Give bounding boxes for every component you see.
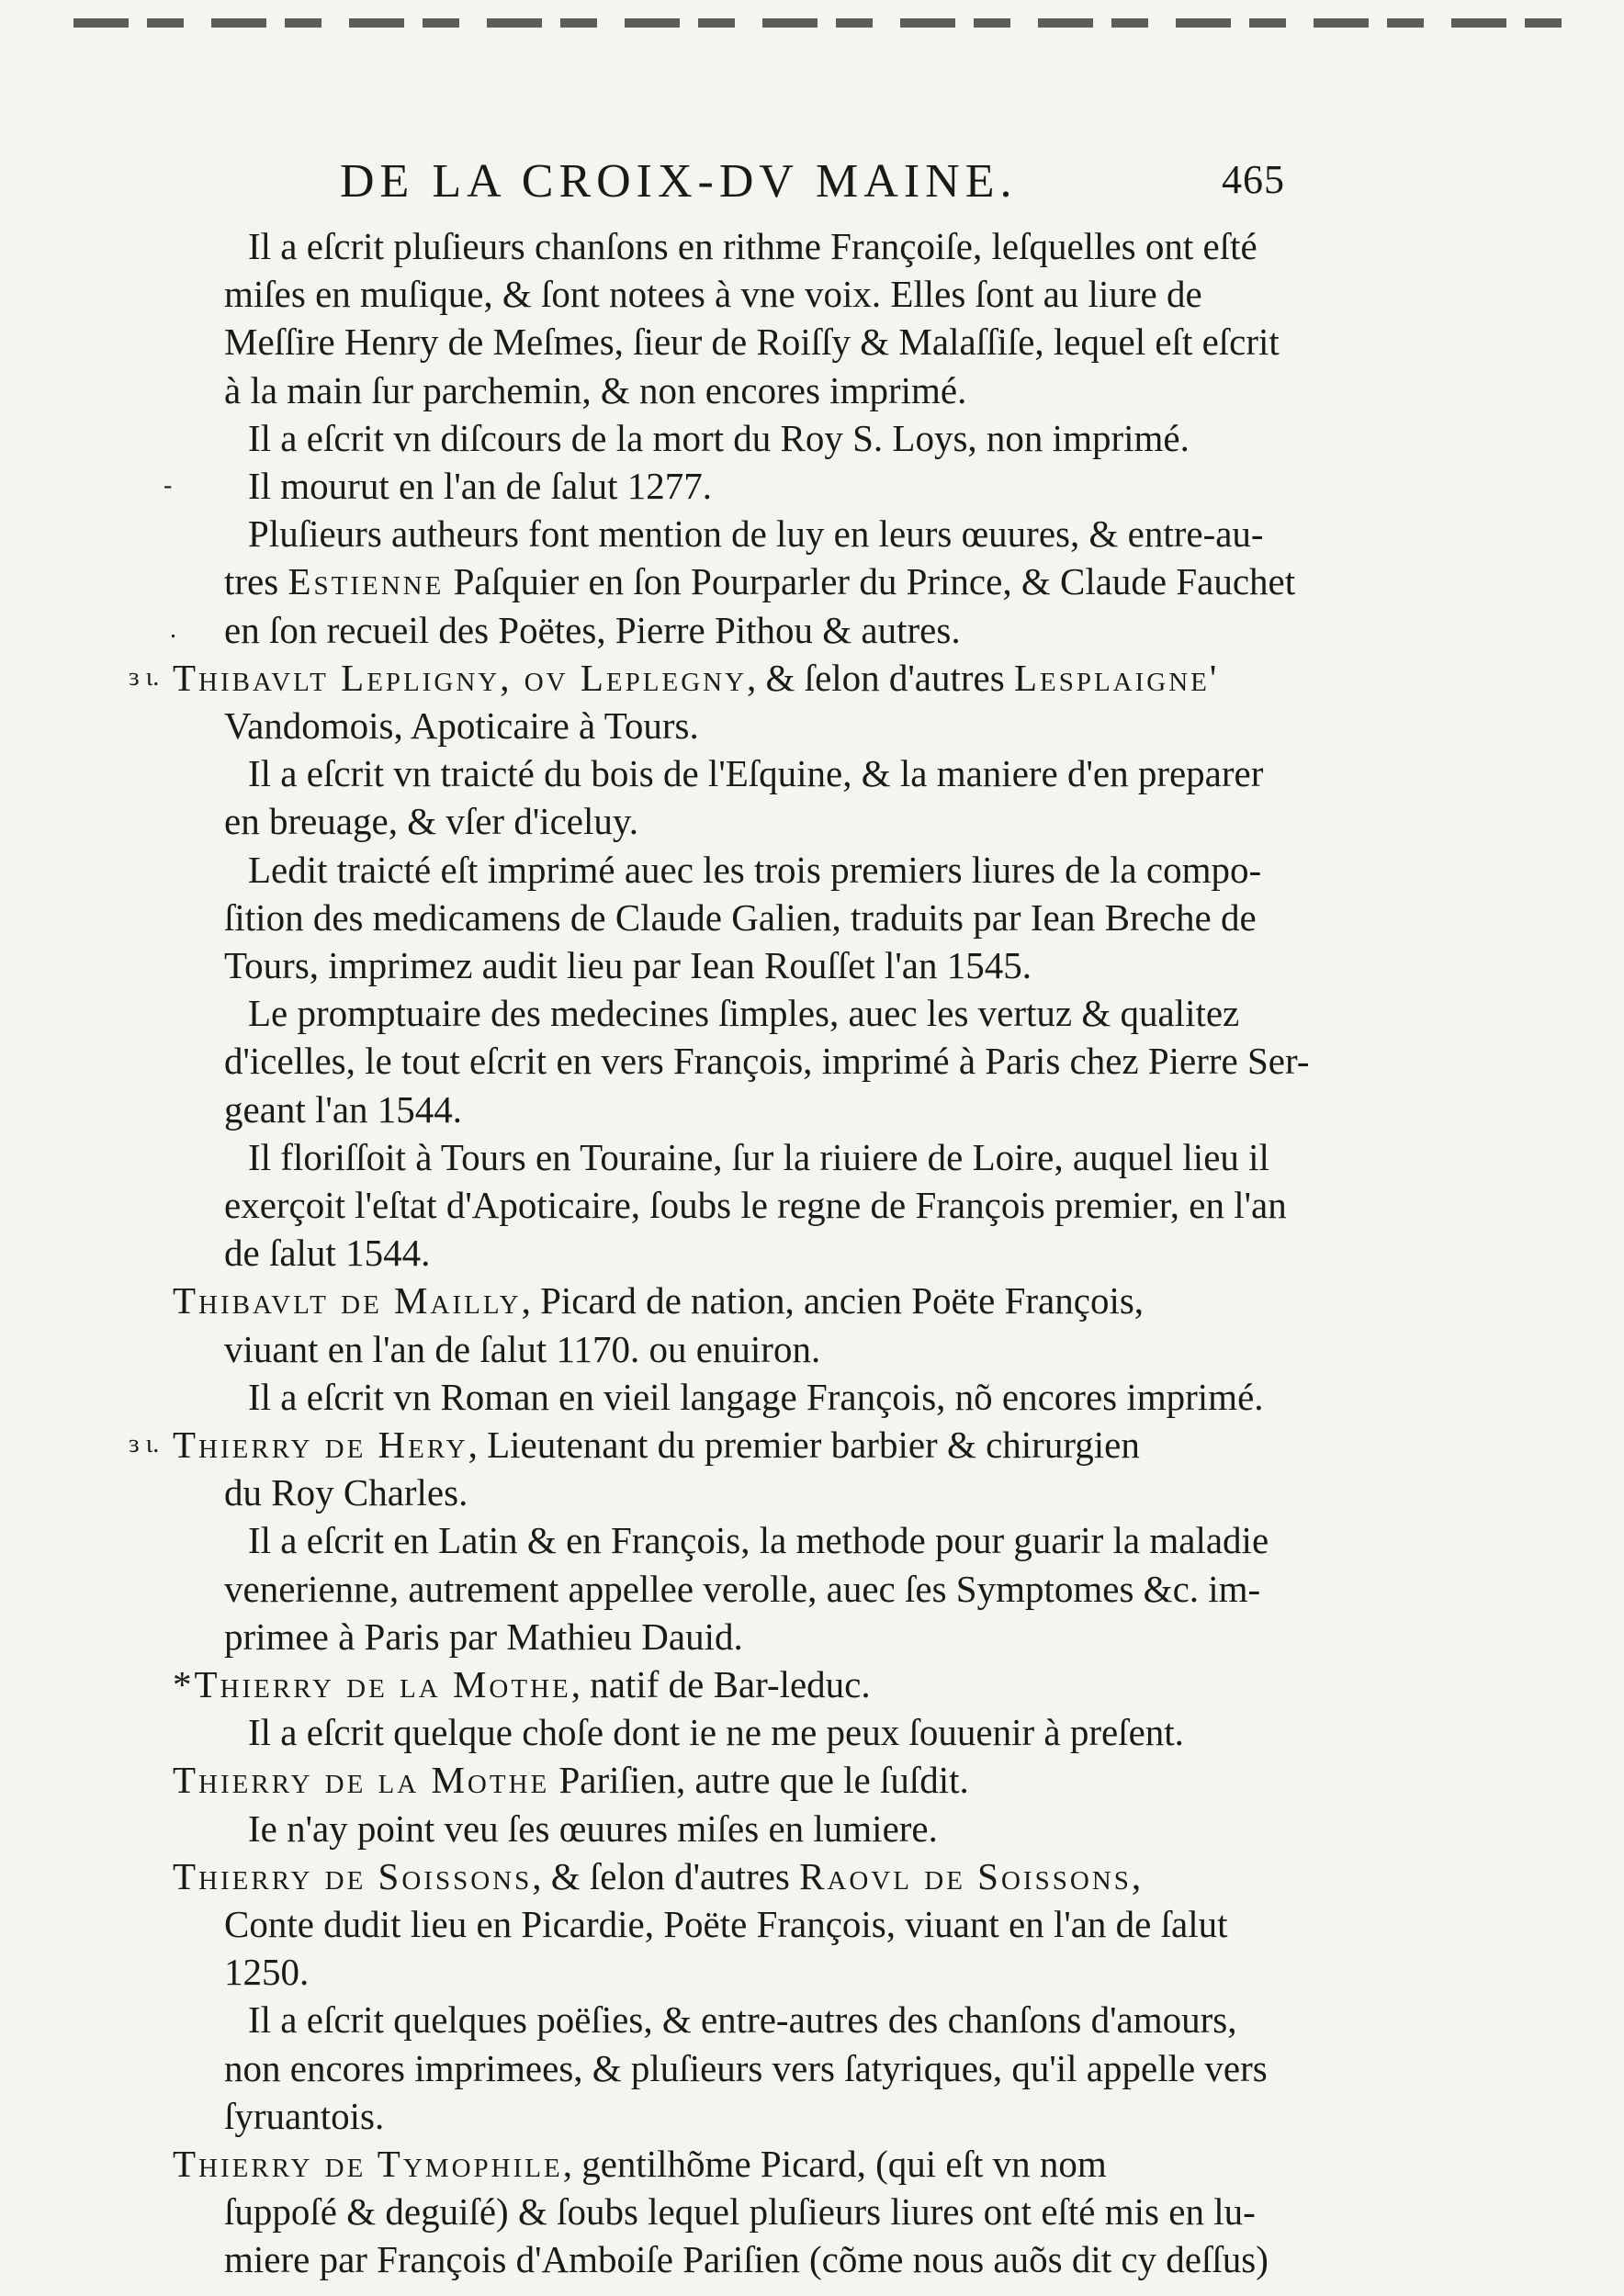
text-span: Conte dudit lieu en Picardie, Poëte François, viuant en l'an de ſalut [224,1903,1228,1945]
text-line [224,703,699,748]
text-span: Tours, imprimez audit lieu par Iean Rouſſet l'an 1545. [224,944,1032,986]
text-line [248,1135,1269,1179]
text-span: Vandomois, Apoticaire à Tours. [224,704,699,747]
text-line [224,1231,430,1275]
text-line [224,799,638,843]
text-line [248,1518,1269,1562]
text-span: Il floriſſoit à Tours en Touraine, ſur la riuiere de Loire, auquel lieu il [248,1135,1269,1178]
text-span: miſes en muſique, & ſont notees à vne voix. Elles ſont au liure de [224,273,1202,316]
text-span: Il mourut en l'an de ſalut 1277. [248,465,712,507]
text-line [224,1615,743,1659]
text-span: viuant en l'an de ſalut 1170. ou enuiron. [224,1327,821,1370]
text-line [173,1854,1141,1898]
text-span: non encores imprimees, & pluſieurs vers ſatyriques, qu'il appelle vers [224,2046,1268,2089]
text-line [224,608,961,652]
text-line [248,512,1264,556]
text-line [224,2237,1269,2281]
text-span: Il a eſcrit en Latin & en François, la methode pour guarir la maladie [248,1519,1269,1562]
text-span: de ſalut 1544. [224,1232,431,1275]
text-line [224,1567,1260,1611]
entry-name: Thierry de la Mothe [173,1759,550,1802]
text-span: à la main ſur parchemin, & non encores imprimé. [224,368,967,411]
entry-name: *Thierry de la Mothe [173,1663,571,1705]
text-line [248,464,712,508]
entry-name: Thierry de Hery [173,1424,468,1466]
text-line [224,272,1202,316]
text-line [224,320,1280,364]
entry-name: Eſtienne [288,560,445,603]
text-line [248,224,1257,268]
text-span: venerienne, autrement appellee verolle, auec ſes Symptomes &c. im- [224,1567,1261,1610]
text-line [224,1470,468,1514]
text-span: Meſſire Henry de Meſmes, ſieur de Roiſſy & Malaſſiſe, lequel eſt eſcrit [224,321,1280,364]
text-line [224,1087,462,1131]
margin-mark: ɜ ɩ. [129,1430,160,1458]
margin-mark: . [170,614,176,644]
text-span: Paſquier en ſon Pourparler du Prince, & Claude Fauchet [444,560,1296,603]
running-title: DE LA CROIX-DV MAINE. [340,155,1018,208]
text-span: Pluſieurs autheurs font mention de luy en leurs œuures, & entre-au- [248,512,1264,556]
entry-name: Thibavlt de Mailly [173,1279,522,1322]
text-span: du Roy Charles. [224,1471,468,1514]
text-span: Pariſien, autre que le ſuſdit. [549,1759,969,1802]
text-span: Ledit traicté eſt imprimé auec les trois premiers liures de la compo- [248,848,1262,891]
text-span: ſyruantois. [224,2094,385,2137]
text-span: , & ſelon d'autres [747,656,1014,699]
text-line [173,1423,1140,1467]
text-span: primee à Paris par Mathieu Dauid. [224,1615,743,1658]
text-span: Il a eſcrit vn Roman en vieil langage François, nõ encores imprimé. [248,1375,1264,1418]
text-span: 1250. [224,1951,310,1994]
text-span: Il a eſcrit pluſieurs chanſons en rithme Françoiſe, leſquelles ont eſté [248,225,1257,267]
text-span: Ie n'ay point veu ſes œuures miſes en lumiere. [248,1806,938,1850]
text-line [248,751,1263,795]
text-line [173,1278,1144,1322]
text-line [173,2142,1107,2186]
text-line [248,1375,1264,1419]
text-span: en ſon recueil des Poëtes, Pierre Pithou & autres. [224,608,961,651]
text-line [224,1183,1287,1227]
text-line [173,656,1219,700]
text-line [224,368,966,412]
text-span: miere par François d'Amboiſe Pariſien (cõme nous auõs dit cy deſſus) [224,2238,1269,2281]
text-line [224,943,1032,987]
text-span: , [1131,1854,1142,1897]
text-line [248,991,1239,1035]
text-line [224,1039,1310,1083]
text-span: d'icelles, le tout eſcrit en vers François, imprimé à Paris chez Pierre Ser- [224,1040,1310,1083]
text-span: Il a eſcrit quelques poëſies, & entre-autres des chanſons d'amours, [248,1998,1237,2042]
text-span: Il a eſcrit vn diſcours de la mort du Roy S. Loys, non imprimé. [248,416,1190,459]
text-span: geant l'an 1544. [224,1087,463,1131]
text-span: Le promptuaire des medecines ſimples, auec les vertuz & qualitez [248,992,1240,1035]
text-line [224,1327,820,1371]
scan-border-artifact [73,18,1571,28]
text-span: , Lieutenant du premier barbier & chirurgien [468,1424,1140,1466]
text-span: Il a eſcrit quelque choſe dont ie ne me peux ſouuenir à preſent. [248,1711,1184,1754]
text-span: , Picard de nation, ancien Poëte François, [521,1279,1145,1322]
text-line [248,416,1190,460]
text-span: ſuppoſé & deguiſé) & ſoubs lequel pluſieurs liures ont eſté mis en lu- [224,2190,1256,2234]
margin-mark: ɜ ɩ. [129,662,160,692]
text-span: ſition des medicamens de Claude Galien, traduits par Iean Breche de [224,895,1257,939]
text-line [173,1662,871,1706]
text-line [224,2189,1256,2234]
text-span: tres [224,560,288,603]
text-line [224,2046,1268,2090]
text-line [224,895,1257,940]
margin-mark: - [164,471,173,500]
text-line [173,1758,969,1802]
text-line [248,1710,1184,1754]
text-line [224,2094,384,2138]
page-number: 465 [1222,157,1285,202]
text-line [248,848,1261,892]
entry-name: Raovl de Soissons [799,1854,1132,1897]
text-line [224,1950,309,1994]
text-span: en breuage, & vſer d'iceluy. [224,800,638,843]
text-line [224,559,1295,603]
entry-name: Thierry de Soissons [173,1854,533,1897]
text-line [248,1998,1236,2042]
text-line [224,1902,1228,1946]
text-span: Il a eſcrit vn traicté du bois de l'Eſquine, & la maniere d'en preparer [248,752,1264,795]
entry-name: Thibavlt Lepligny, ov Leplegny [173,656,748,699]
text-line [248,1806,938,1851]
text-span: , gentilhõme Picard, (qui eſt vn nom [562,2143,1107,2185]
text-span: , & ſelon d'autres [532,1854,800,1897]
text-span: , natif de Bar-leduc. [570,1663,871,1705]
entry-name: Lesplaigne' [1013,656,1220,699]
text-span: exerçoit l'eſtat d'Apoticaire, ſoubs le regne de François premier, en l'an [224,1184,1287,1226]
entry-name: Thierry de Tymophile [173,2143,563,2185]
